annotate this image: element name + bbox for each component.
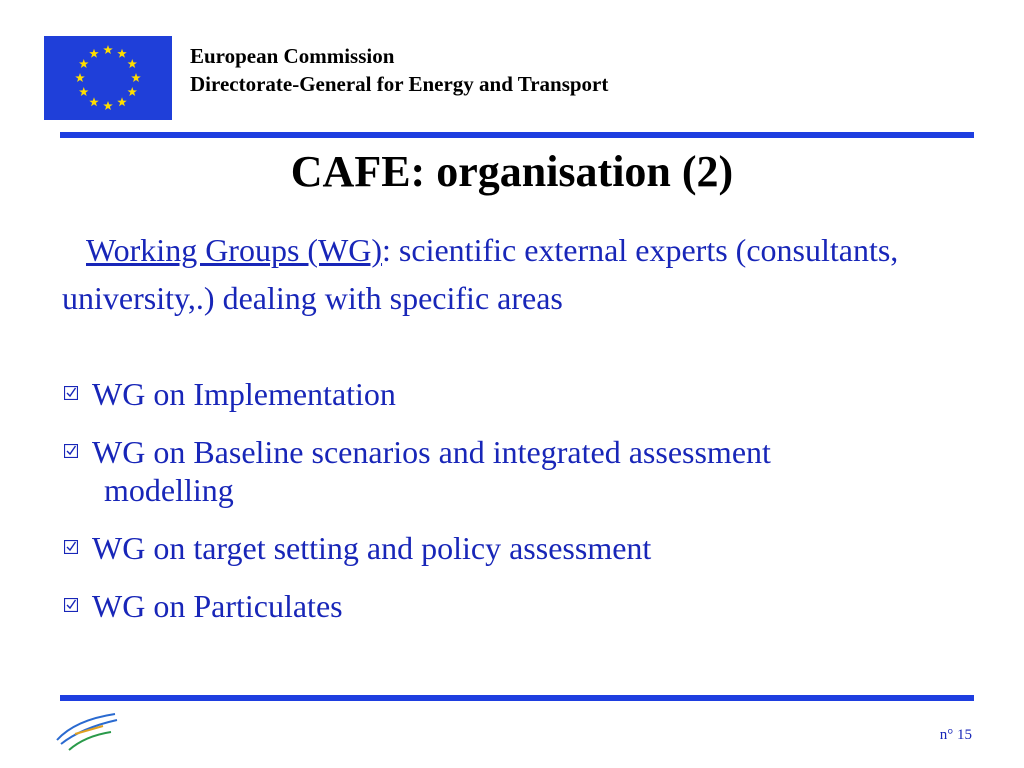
list-item <box>62 526 962 570</box>
bottom-divider <box>60 695 974 701</box>
org-line-1: European Commission <box>190 44 395 68</box>
organisation-name <box>190 42 608 98</box>
list-item <box>62 372 962 416</box>
checkbox-icon <box>64 540 78 554</box>
intro-paragraph <box>62 226 962 322</box>
org-line-2: Directorate-General for Energy and Transport <box>190 72 609 96</box>
page-number: n° 15 <box>939 727 972 743</box>
bullet-text: WG on target setting and policy assessment <box>92 530 652 566</box>
bullet-text-continuation: modelling <box>104 472 234 508</box>
eu-flag-icon <box>44 36 172 120</box>
bullet-text: WG on Baseline scenarios and integrated assessment <box>92 434 771 470</box>
working-groups-link[interactable]: Working Groups (WG) <box>86 232 383 268</box>
bullet-text: WG on Particulates <box>92 588 343 624</box>
checkbox-icon <box>64 444 78 458</box>
checkbox-icon <box>64 386 78 400</box>
top-divider <box>60 132 974 138</box>
checkbox-icon <box>64 598 78 612</box>
bullet-list <box>62 372 962 642</box>
bullet-text: WG on Implementation <box>92 376 396 412</box>
slide-title: CAFE: organisation (2) <box>290 147 734 196</box>
intro-text: : scientific external experts (consultants, university,.) dealing with specific areas <box>62 232 899 316</box>
list-item <box>62 584 962 628</box>
dg-tren-logo-icon <box>55 710 121 752</box>
list-item <box>62 430 962 512</box>
